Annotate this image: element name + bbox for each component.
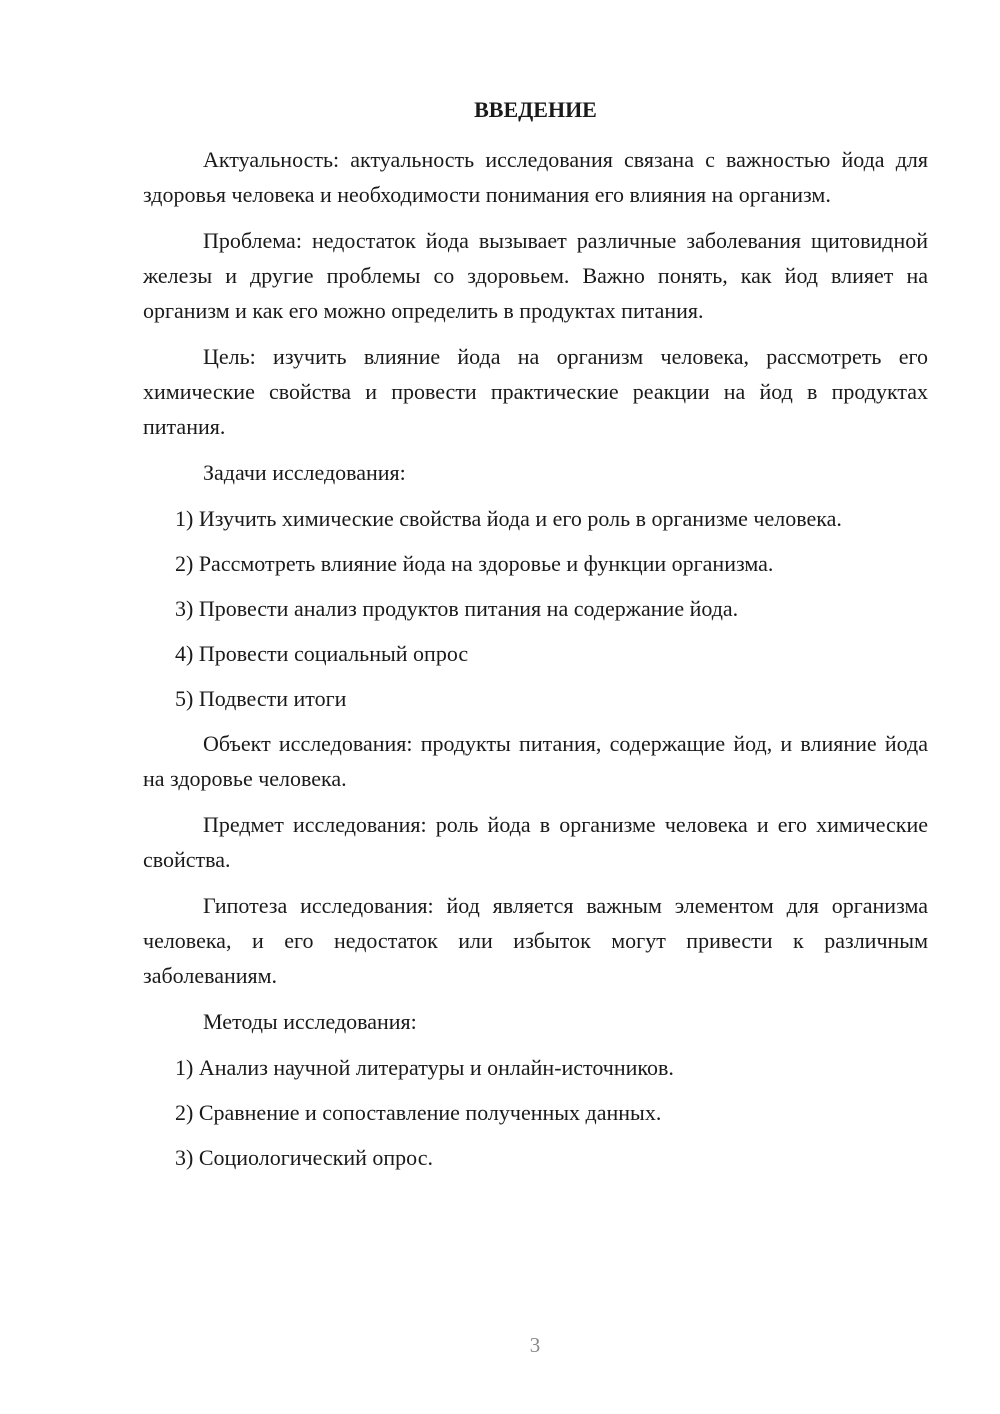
paragraph-tasks-heading: Задачи исследования: [203, 460, 406, 485]
list-item: 2) Сравнение и сопоставление полученных данных. [175, 1100, 662, 1125]
paragraph-methods-heading: Методы исследования: [203, 1009, 417, 1034]
paragraph-goal: Цель: изучить влияние йода на организм человека, рассмотреть его химические свойства и провести практические реакции на йод в продуктах питания. [143, 344, 928, 439]
paragraph-subject: Предмет исследования: роль йода в организме человека и его химические свойства. [143, 812, 928, 872]
page-number: 3 [529, 1333, 541, 1357]
list-item: 3) Провести анализ продуктов питания на содержание йода. [175, 596, 739, 621]
list-item: 5) Подвести итоги [175, 686, 347, 711]
document-page [143, 92, 928, 1185]
paragraph-object: Объект исследования: продукты питания, содержащие йод, и влияние йода на здоровье человека. [143, 731, 928, 791]
paragraph-problem: Проблема: недостаток йода вызывает различные заболевания щитовидной железы и другие проблемы со здоровьем. Важно понять, как йод влияет на организм и как его можно определить в продуктах питания. [143, 228, 928, 323]
list-item: 4) Провести социальный опрос [175, 641, 469, 666]
list-item: 1) Изучить химические свойства йода и его роль в организме человека. [175, 506, 842, 531]
paragraph-relevance: Актуальность: актуальность исследования связана с важностью йода для здоровья человека и необходимости понимания его влияния на организм. [143, 147, 928, 207]
list-item: 3) Социологический опрос. [175, 1145, 433, 1170]
page-title: ВВЕДЕНИЕ [474, 97, 597, 122]
paragraph-hypothesis: Гипотеза исследования: йод является важным элементом для организма человека, и его недостаток или избыток могут привести к различным заболеваниям. [143, 893, 928, 988]
list-item: 2) Рассмотреть влияние йода на здоровье и функции организма. [175, 551, 774, 576]
list-item: 1) Анализ научной литературы и онлайн-источников. [175, 1055, 674, 1080]
